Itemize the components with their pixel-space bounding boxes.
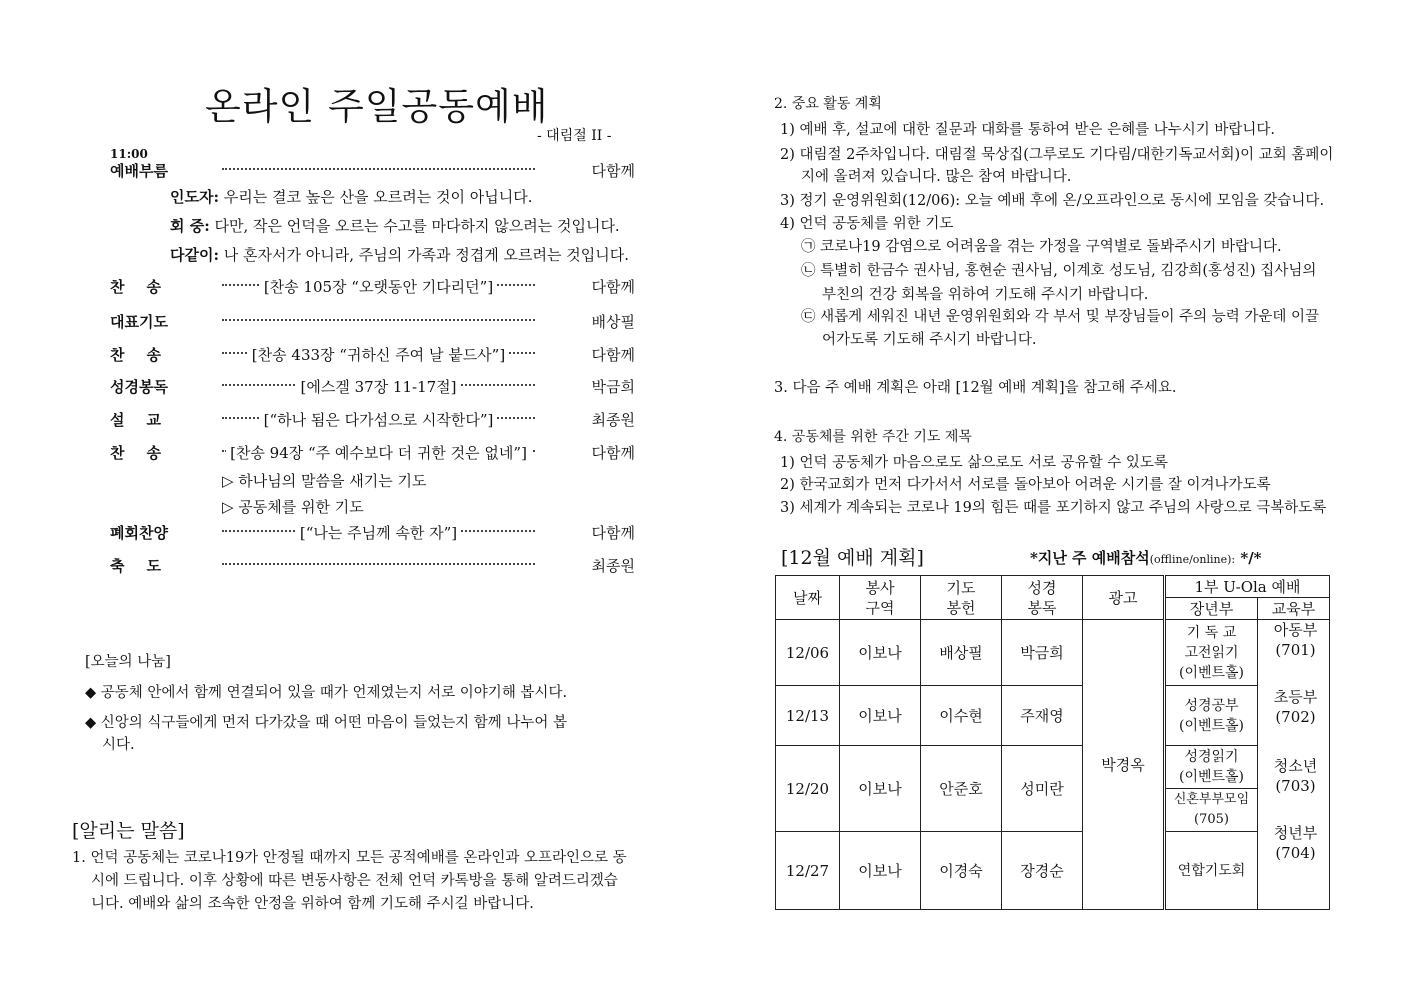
- row-bible: 주재영: [1002, 686, 1083, 746]
- resp-speaker: 회 중:: [170, 217, 210, 235]
- adult-text: (이벤트홀): [1178, 717, 1245, 734]
- header-prayer: [921, 576, 1002, 620]
- attendance-label: [1030, 547, 1262, 568]
- responsive-line: [170, 244, 629, 265]
- header-first-service: 1부 U-Ola 예배: [1165, 576, 1330, 598]
- header-ad: 광고: [1083, 576, 1165, 620]
- section4-heading: 4. 공동체를 위한 주간 기도 제목: [774, 429, 972, 445]
- responsive-line: [170, 215, 620, 236]
- header-prayer-1: 기도: [946, 578, 976, 597]
- attendance-text: *지난 주 예배참석: [1030, 549, 1150, 567]
- adult-cell: [1165, 686, 1258, 746]
- edu-name: 아동부: [1273, 621, 1318, 639]
- header-area-1: 봉사: [865, 578, 895, 597]
- order-leader: 배상필: [591, 313, 635, 331]
- prayer-item: ▷ 하나님의 말씀을 새기는 기도: [222, 472, 427, 490]
- prayer-item: ▷ 공동체를 위한 기도: [222, 498, 364, 516]
- header-prayer-2: 봉헌: [946, 598, 976, 617]
- prayer-topic: 1) 언덕 공동체가 마음으로도 삶으로도 서로 공유할 수 있도록: [780, 455, 1168, 471]
- activity-line: 1) 예배 후, 설교에 대한 질문과 대화를 통하여 받은 은혜를 나누시기 바랍니다.: [780, 122, 1276, 138]
- order-leader: 다함께: [591, 444, 635, 462]
- subtitle: - 대림절 II -: [537, 128, 612, 144]
- prayer-topic: 3) 세계가 계속되는 코로나 19의 힘든 때를 포기하지 않고 주님의 사랑으로 극복하도록: [780, 500, 1327, 516]
- edu-room: (702): [1275, 708, 1316, 726]
- order-leader: 다함께: [591, 278, 635, 296]
- order-leader: 박금희: [591, 378, 635, 396]
- order-leader: 다함께: [591, 524, 635, 542]
- order-detail: [“하나 됨은 다가섬으로 시작한다”]: [260, 411, 498, 429]
- order-row: [110, 311, 635, 335]
- notices-heading: [알리는 말씀]: [72, 820, 185, 842]
- activity-line: 지에 올려져 있습니다. 많은 참여 바랍니다.: [801, 169, 1072, 185]
- order-row: [110, 160, 635, 184]
- order-detail: [찬송 433장 “귀하신 주여 날 붙드사”]: [248, 346, 509, 364]
- activity-line: 부친의 건강 회복을 위하여 기도해 주시기 바랍니다.: [822, 287, 1149, 303]
- resp-speaker: 인도자:: [170, 188, 220, 206]
- notice-line: 니다. 예배와 삶의 조속한 안정을 위하여 함께 기도해 주시길 바랍니다.: [91, 896, 534, 912]
- edu-room: (703): [1275, 777, 1316, 795]
- order-label: 찬송: [110, 444, 183, 462]
- edu-name: 초등부: [1273, 688, 1318, 706]
- edu-item: [1260, 823, 1331, 863]
- header-area-2: 구역: [865, 598, 895, 617]
- row-date: 12/13: [776, 686, 840, 746]
- header-bible-1: 성경: [1027, 578, 1057, 597]
- header-bible: [1002, 576, 1083, 620]
- attendance-small: (offline/online):: [1149, 553, 1236, 566]
- row-bible: 박금희: [1002, 620, 1083, 686]
- row-bible: 장경순: [1002, 832, 1083, 910]
- edu-name: 청년부: [1273, 824, 1318, 842]
- header-adult: 장년부: [1165, 598, 1258, 620]
- adult-text: (이벤트홀): [1178, 664, 1245, 681]
- order-label: 축도: [110, 557, 183, 575]
- adult-cell: [1165, 620, 1258, 686]
- attendance-value: */*: [1235, 549, 1262, 567]
- activity-line: ㉡ 특별히 한금수 권사님, 홍현순 권사님, 이계호 성도님, 김강희(홍성진) 집사님의: [801, 263, 1317, 279]
- resp-text: 나 혼자서가 아니라, 주님의 가족과 정겹게 오르려는 것입니다.: [223, 246, 629, 264]
- adult-cell: 연합기도회: [1165, 832, 1258, 910]
- page-title: 온라인 주일공동예배: [205, 85, 549, 128]
- service-time: 11:00: [110, 147, 148, 161]
- section3-text: 3. 다음 주 예배 계획은 아래 [12월 예배 계획]을 참고해 주세요.: [774, 380, 1177, 396]
- order-label: 찬송: [110, 346, 183, 364]
- activity-line: 4) 언덕 공동체를 위한 기도: [780, 216, 954, 232]
- edu-name: 청소년: [1273, 757, 1318, 775]
- order-label: 성경봉독: [110, 378, 168, 396]
- order-leader: 최종원: [591, 411, 635, 429]
- order-label: 예배부름: [110, 162, 168, 180]
- row-prayer: 배상필: [921, 620, 1002, 686]
- sharing-item: ◆ 공동체 안에서 함께 연결되어 있을 때가 언제였는지 서로 이야기해 봅시다.: [85, 685, 568, 701]
- header-bible-2: 봉독: [1027, 598, 1057, 617]
- order-leader: 다함께: [591, 162, 635, 180]
- header-date: 날짜: [776, 576, 840, 620]
- header-edu: 교육부: [1258, 598, 1330, 620]
- order-label: 찬송: [110, 278, 183, 296]
- resp-text: 우리는 결코 높은 산을 오르려는 것이 아닙니다.: [223, 188, 533, 206]
- adult-text: 고전읽기: [1184, 644, 1239, 661]
- notice-line: 1. 언덕 공동체는 코로나19가 안정될 때까지 모든 공적예배를 온라인과 오프라인으로 동: [72, 850, 627, 866]
- notice-line: 시에 드립니다. 이후 상황에 따른 변동사항은 전체 언덕 카톡방을 통해 알려드리겠습: [91, 873, 618, 889]
- prayer-topic: 2) 한국교회가 먼저 다가서서 서로를 돌아보아 어려운 시기를 잘 이겨나가도록: [780, 477, 1271, 493]
- resp-text: 다만, 작은 언덕을 오르는 수고를 마다하지 않으려는 것입니다.: [214, 217, 620, 235]
- order-detail: [에스겔 37장 11-17절]: [296, 378, 460, 396]
- order-row: [110, 442, 635, 466]
- order-leader: 최종원: [591, 557, 635, 575]
- plan-heading: [12월 예배 계획]: [781, 547, 924, 569]
- sharing-item: ◆ 신앙의 식구들에게 먼저 다가갔을 때 어떤 마음이 들었는지 함께 나누어 봅: [85, 715, 568, 731]
- adult-text: 신혼부부모임: [1173, 792, 1250, 807]
- row-date: 12/06: [776, 620, 840, 686]
- order-detail: [“나는 주님께 속한 자”]: [296, 524, 461, 542]
- activity-line: 3) 정기 운영위원회(12/06): 오늘 예배 후에 온/오프라인으로 동시에 모임을 갖습니다.: [780, 193, 1325, 209]
- row-date: 12/27: [776, 832, 840, 910]
- row-prayer: 이수현: [921, 686, 1002, 746]
- order-row: [110, 344, 635, 368]
- adult-text: (705): [1194, 812, 1229, 827]
- section2-heading: 2. 중요 활동 계획: [774, 96, 882, 112]
- ad-person: 박경옥: [1083, 620, 1165, 910]
- activity-line: 어가도록 기도해 주시기 바랍니다.: [822, 332, 1037, 348]
- order-label: 폐회찬양: [110, 524, 168, 542]
- order-row: [110, 409, 635, 433]
- row-area: 이보나: [840, 832, 921, 910]
- sharing-item-cont: 시다.: [102, 737, 135, 753]
- row-area: 이보나: [840, 746, 921, 832]
- adult-text: (이벤트홀): [1178, 769, 1245, 785]
- row-prayer: 이경숙: [921, 832, 1002, 910]
- adult-text: 성경공부: [1184, 697, 1239, 714]
- row-bible: 성미란: [1002, 746, 1083, 832]
- order-leader: 다함께: [591, 346, 635, 364]
- activity-line: ㉠ 코로나19 감염으로 어려움을 겪는 가정을 구역별로 돌봐주시기 바랍니다.: [801, 239, 1282, 255]
- edu-room: (704): [1275, 844, 1316, 862]
- row-area: 이보나: [840, 686, 921, 746]
- adult-text: 기 독 교: [1186, 624, 1237, 641]
- order-row: [110, 555, 635, 579]
- schedule-table: [775, 575, 1330, 910]
- adult-cell: [1165, 746, 1258, 832]
- edu-item: [1260, 620, 1331, 660]
- activity-line: ㉢ 새롭게 세워진 내년 운영위원회와 각 부서 및 부장님들이 주의 능력 가운데 이끌: [801, 309, 1320, 325]
- resp-speaker: 다같이:: [170, 246, 220, 264]
- order-detail: [찬송 105장 “오랫동안 기다리던”]: [260, 278, 497, 296]
- edu-room: (701): [1275, 641, 1316, 659]
- adult-text: 성경읽기: [1184, 749, 1239, 765]
- order-row: [110, 276, 635, 300]
- order-row: [110, 376, 635, 400]
- order-label: 설교: [110, 411, 183, 429]
- order-detail: [찬송 94장 “주 예수보다 더 귀한 것은 없네”]: [226, 444, 531, 462]
- activity-line: 2) 대림절 2주차입니다. 대림절 묵상집(그루로도 기다림/대한기독교서회)이 교회 홈페이: [780, 147, 1334, 163]
- row-area: 이보나: [840, 620, 921, 686]
- order-label: 대표기도: [110, 313, 168, 331]
- row-prayer: 안준호: [921, 746, 1002, 832]
- row-date: 12/20: [776, 746, 840, 832]
- edu-item: [1260, 687, 1331, 727]
- header-area: [840, 576, 921, 620]
- edu-item: [1260, 756, 1331, 796]
- order-row: [110, 522, 635, 546]
- sharing-heading: [오늘의 나눔]: [85, 654, 171, 670]
- responsive-line: [170, 186, 533, 207]
